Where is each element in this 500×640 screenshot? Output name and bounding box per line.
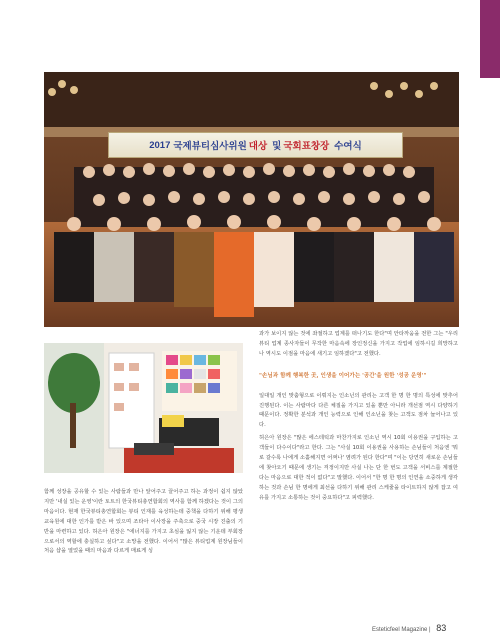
page-footer (372, 623, 446, 633)
article-column-left (44, 488, 243, 560)
footer-separator: | (429, 627, 431, 633)
article-paragraph: 함께 성장을 공유할 수 있는 사람들과 만나 앞어주고 끌어주고 하는 과정이 쉽지 않았지만 '내실 있는 운영'이란 토트의 한국뷰티총연합회의 역사를 함께 하겠다는 것이 그의 마음이다. 현재 한국뷰티총연합회는 뷰티 인재를 육성하는데 중책을 다하기 위해 평생교육원에 대한 인가를 받은 바 있으며 조타아 이사장을 주축으로 중국 시장 진출의 기반을 마련하고 있다. 허은아 원장은 "에너지를 가지고 초심을 잃지 않는 기운데 부회장으로서의 역할에 충실하고 싶다"고 소망을 전했다. 이어서 "많은 뷰티업계 원장님들이 처음 샵을 열었을 때의 마음과 다르게 매료게 싱 (44, 489, 243, 555)
shop-photo (44, 343, 243, 473)
banner-year: 2017 (149, 139, 171, 151)
article-paragraph: 허은아 원장은 "많은 에스테틱과 마찬가지로 인소닌 역시 10회 이용권을 구입하는 고객들이 다수이다"라고 한다. 그는 "사실 10회 이용권을 사용하는 손님들이 처음엔 '뭐로 갈수록 나에게 소홀해지면 어쩌나' 염려가 된다 한다"며 "이는 당연히 새로운 손님들에 찾아오기 때문에 생기는 걱정이지만 사실 나는 단 한 번도 고객을 서비스를 계절한다는 마음으로 대한 적이 없다"고 말했다. 이어서 "한 명 한 명의 인연을 소중하게 생각하는 것과 손님 한 명에게 최선을 다하기 위해 관리 스케줄을 타이트하지 않게 잡고 여유를 가지고 소통하는 것이 중요하다"고 피력했다. (259, 435, 458, 501)
article-paragraph: 일대일 개인 맞춤형으로 이뤄지는 인소닌의 관리는 고객 한 명 한 명의 특성에 맞추어 진행된다. 이는 사람마다 다른 체질을 가지고 있을 뿐만 아니라 개선점 역시 다양하기 때문이다. 정확한 분석과 개인 능력으로 인해 인소닌을 찾는 고객도 점차 늘어나고 있다. (259, 392, 458, 429)
page-number: 83 (436, 623, 447, 633)
pull-quote: "손님과 함께 행복한 곳, 인생을 이어가는 '공간'을 원한 '성공 운영'" (259, 372, 427, 379)
banner-title-part: 국제뷰티심사위원 (173, 141, 247, 152)
banner-title-part: 및 (272, 141, 282, 152)
page-tab-accent (480, 0, 500, 78)
article-paragraph: 과가 보이지 않는 것에 좌절하고 업계를 떠나기도 한다"며 안타까움을 전한 그는 "우리 뷰티 업계 종사자들이 무작한 마음속에 장인정신을 가지고 작업에 임하시길 희망하고 나 역시도 이점을 마음에 새기고 임하겠다"고 전했다. (259, 331, 458, 357)
banner-title-part: 수여식 (334, 141, 362, 152)
banner-highlight: 국회표창장 (283, 141, 330, 152)
group-photo-illustration (44, 72, 459, 327)
article-column-right (259, 330, 458, 507)
banner-highlight: 대상 (248, 141, 268, 152)
shop-photo-illustration (44, 343, 243, 473)
group-photo (44, 72, 459, 327)
magazine-name: Esteticfeel Magazine (372, 627, 428, 633)
event-banner (108, 132, 403, 158)
